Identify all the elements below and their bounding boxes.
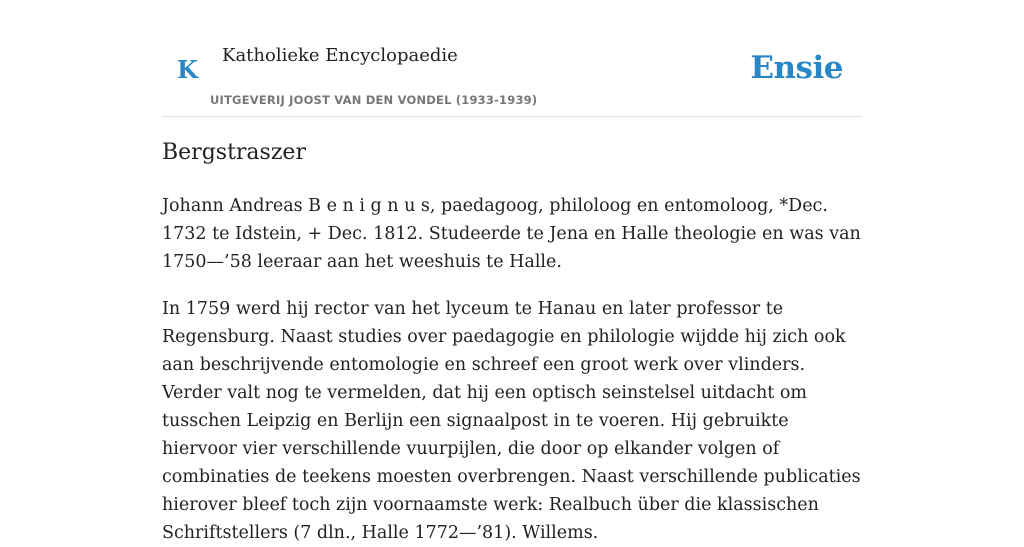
article-paragraph: Johann Andreas B e n i g n u s, paedagoog, philoloog en entomoloog, *Dec. 1732 te Idstein, + Dec. 1812. Studeerde te Jena en Halle theologie en was van 1750—’58 leeraar aan het weeshuis te Halle. — [162, 196, 861, 272]
site-header — [162, 0, 862, 117]
publication-logo[interactable]: K — [177, 55, 198, 84]
publication-title[interactable]: Katholieke Encyclopaedie — [222, 45, 458, 66]
publication-subtitle: UITGEVERIJ JOOST VAN DEN VONDEL (1933-1939) — [210, 93, 538, 107]
article-title: Bergstraszer — [162, 140, 306, 165]
brand-logo-link[interactable]: Ensie — [750, 50, 843, 86]
article-paragraph: In 1759 werd hij rector van het lyceum te Hanau en later professor te Regensburg. Naast studies over paedagogie en philologie wijdde hij zich ook aan beschrijvende entomologie en schreef een groot werk over vlinders. Verder valt nog te vermelden, dat hij een optisch seinstelsel uitdacht om tusschen Leipzig en Berlijn een signaalpost in te voeren. Hij gebruikte hiervoor vier verschillende vuurpijlen, die door op elkander volgen of combinaties de teekens moesten overbrengen. Naast verschillende publicaties hierover bleef toch zijn voornaamste werk: Realbuch über die klassischen Schriftstellers (7 dln., Halle 1772—’81). Willems. — [162, 299, 861, 543]
page — [162, 0, 862, 543]
